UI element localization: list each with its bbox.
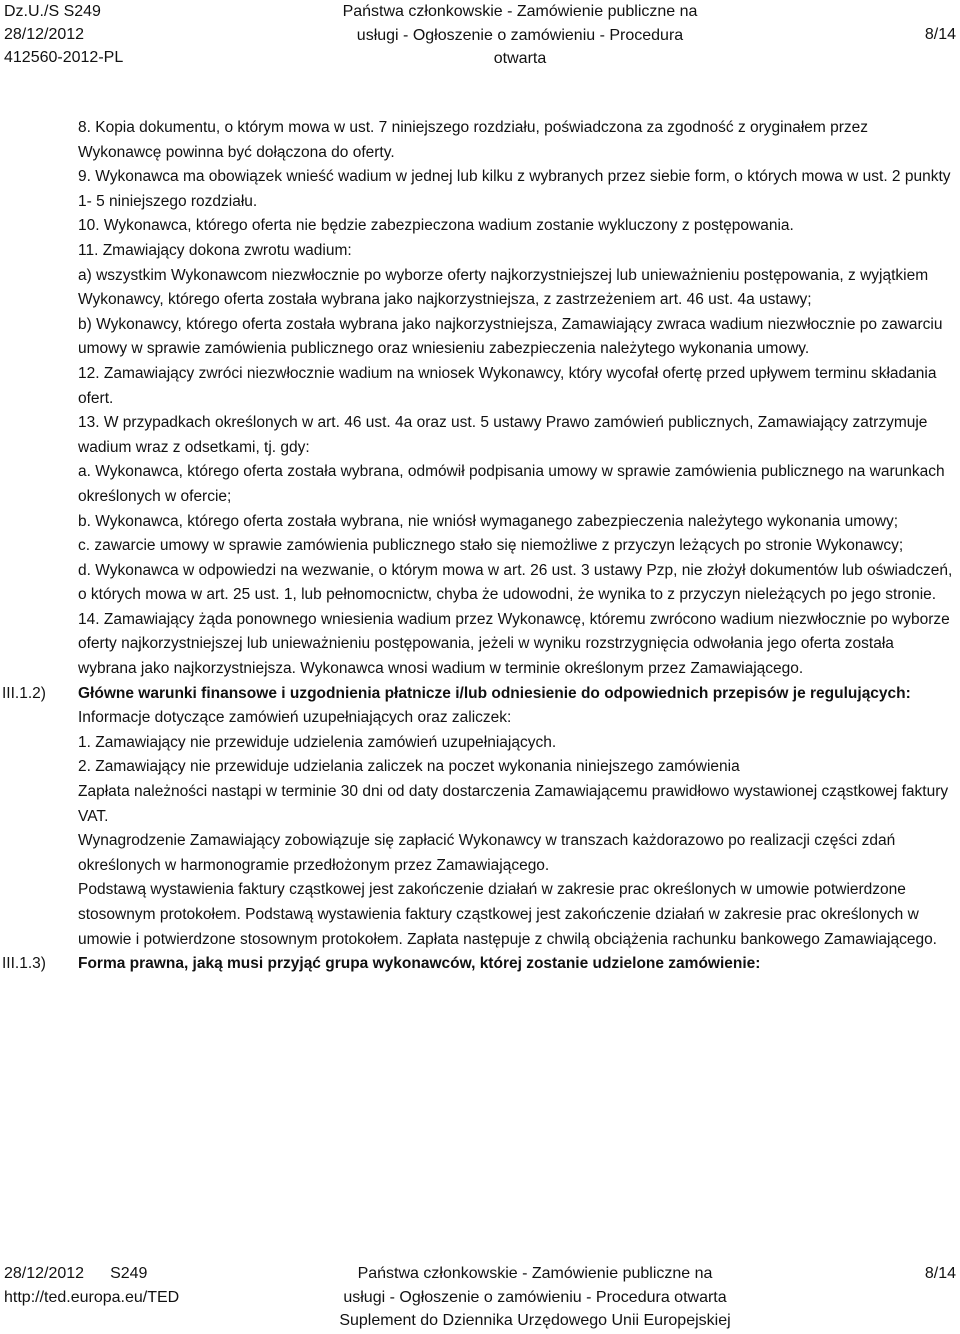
paragraph: a. Wykonawca, którego oferta została wybrana, odmówił podpisania umowy w sprawie zamówienia publicznego na warunkach określonych w ofercie; (78, 463, 945, 505)
paragraph: c. zawarcie umowy w sprawie zamówienia publicznego stało się niemożliwe z przyczyn leżących po stronie Wykonawcy; (78, 537, 904, 555)
paragraph: a) wszystkim Wykonawcom niezwłocznie po wyborze oferty najkorzystniejszej lub unieważnieniu postępowania, z wyjątkiem Wykonawcy, którego oferta została wybrana jako najkorzystniejsza, z zastrzeżeniem art. 46 ust. 4a ustawy; (78, 266, 929, 309)
deposit-conditions-block (0, 116, 960, 682)
paragraph: b) Wykonawcy, którego oferta została wybrana jako najkorzystniejsza, Zamawiający zwraca wadium niezwłocznie po zawarciu umowy w sprawie zamówienia publicznego oraz wniesieniu zabezpieczenia należytego wykonania umowy. (78, 315, 943, 358)
footer-page-number: 8/14 (924, 1265, 956, 1282)
paragraph: d. Wykonawca w odpowiedzi na wezwanie, o którym mowa w art. 26 ust. 3 ustawy Pzp, nie złożył dokumentów lub oświadczeń, o których mowa w art. 25 ust. 1, lub pełnomocnictw, chyba że udowodni, że wynika to z przyczyn nieleżących po jego stronie. (78, 561, 953, 604)
header-title-line-1: Państwa członkowskie - Zamówienie publiczne na (342, 3, 698, 20)
footer-title-line-3: Suplement do Dziennika Urzędowego Unii Europejskiej (339, 1312, 731, 1329)
page-footer (0, 1262, 960, 1334)
header-reference (4, 0, 123, 69)
paragraph: Informacje dotyczące zamówień uzupełniających oraz zaliczek: (78, 709, 512, 727)
footer-issue: S249 (110, 1265, 148, 1282)
paragraph: 11. Zmawiający dokona zwrotu wadium: (78, 241, 352, 259)
section-iii-1-2 (0, 682, 960, 953)
paragraph: 1. Zamawiający nie przewiduje udzielenia zamówień uzupełniających. (78, 733, 557, 751)
header-title (330, 0, 710, 71)
section-number: III.1.3) (2, 955, 46, 973)
paragraph: 14. Zamawiający żąda ponownego wniesienia wadium przez Wykonawcę, któremu zwrócono wadium niezwłocznie po wyborze oferty najkorzystniejszej lub unieważnieniu postępowania, jeżeli w wyniku rozstrzygnięcia odwołania jego oferta została wybrana jako najkorzystniejsza. Wykonawca wnosi wadium w terminie określonym przez Zamawiającego. (78, 610, 950, 678)
document-body (0, 116, 960, 977)
footer-url: http://ted.europa.eu/TED (4, 1288, 180, 1306)
paragraph: 8. Kopia dokumentu, o którym mowa w ust. 7 niniejszego rozdziału, poświadczona za zgodność z oryginałem przez Wykonawcę powinna być dołączona do oferty. (78, 119, 869, 161)
paragraph: Podstawą wystawienia faktury cząstkowej jest zakończenie działań w zakresie prac określonych w umowie potwierdzone stosownym protokołem. Podstawą wystawienia faktury cząstkowej jest zakończenie działań w zakresie prac określonych w umowie i potwierdzone stosownym protokołem. Zapłata następuje z chwilą obciążenia rachunku bankowego Zamawiającego. (78, 881, 937, 948)
paragraph: 9. Wykonawca ma obowiązek wnieść wadium w jednej lub kilku z wybranych przez siebie form, o których mowa w ust. 2 punkty 1- 5 niniejszego rozdziału. (78, 168, 951, 210)
paragraph: 2. Zamawiający nie przewiduje udzielania zaliczek na poczet wykonania niniejszego zamówienia (78, 758, 740, 776)
section-number: III.1.2) (2, 684, 46, 702)
section-content (78, 952, 954, 977)
deposit-conditions-text (78, 116, 954, 682)
footer-reference (4, 1262, 179, 1309)
paragraph: b. Wykonawca, którego oferta została wybrana, nie wniósł wymaganego zabezpieczenia należytego wykonania umowy; (78, 512, 899, 530)
paragraph: Wynagrodzenie Zamawiający zobowiązuje się zapłacić Wykonawcy w transzach każdorazowo po realizacji części zdań określonych w harmonogramie przedłożonym przez Zamawiającego. (78, 832, 896, 874)
paragraph: 13. W przypadkach określonych w art. 46 ust. 4a oraz ust. 5 ustawy Prawo zamówień publicznych, Zamawiający zatrzymuje wadium wraz z odsetkami, tj. gdy: (78, 414, 928, 456)
paragraph: Zapłata należności nastąpi w terminie 30 dni od daty dostarczenia Zamawiającemu prawidłowo wystawionej cząstkowej faktury VAT. (78, 783, 949, 825)
section-iii-1-3 (0, 952, 960, 977)
section-heading: Główne warunki finansowe i uzgodnienia płatnicze i/lub odniesienie do odpowiednich przepisów je regulujących: (78, 684, 911, 702)
header-date: 28/12/2012 (4, 26, 85, 43)
section-heading: Forma prawna, jaką musi przyjąć grupa wykonawców, której zostanie udzielone zamówienie: (78, 955, 761, 973)
footer-title (300, 1262, 770, 1333)
header-notice-number: 412560-2012-PL (4, 49, 124, 66)
paragraph: 10. Wykonawca, którego oferta nie będzie zabezpieczona wadium zostanie wykluczony z postępowania. (78, 217, 794, 235)
header-journal-ref: Dz.U./S S249 (4, 3, 101, 20)
header-page-number: 8/14 (924, 26, 956, 43)
footer-title-line-1: Państwa członkowskie - Zamówienie publiczne na (357, 1265, 713, 1282)
footer-title-line-2: usługi - Ogłoszenie o zamówieniu - Procedura otwarta (343, 1288, 727, 1306)
page-header (0, 0, 960, 75)
footer-date: 28/12/2012 (4, 1265, 85, 1282)
paragraph: 12. Zamawiający zwróci niezwłocznie wadium na wniosek Wykonawcy, który wycofał ofertę przed upływem terminu składania ofert. (78, 364, 937, 407)
header-title-line-2: usługi - Ogłoszenie o zamówieniu - Procedura otwarta (356, 26, 684, 67)
section-content (78, 682, 954, 953)
